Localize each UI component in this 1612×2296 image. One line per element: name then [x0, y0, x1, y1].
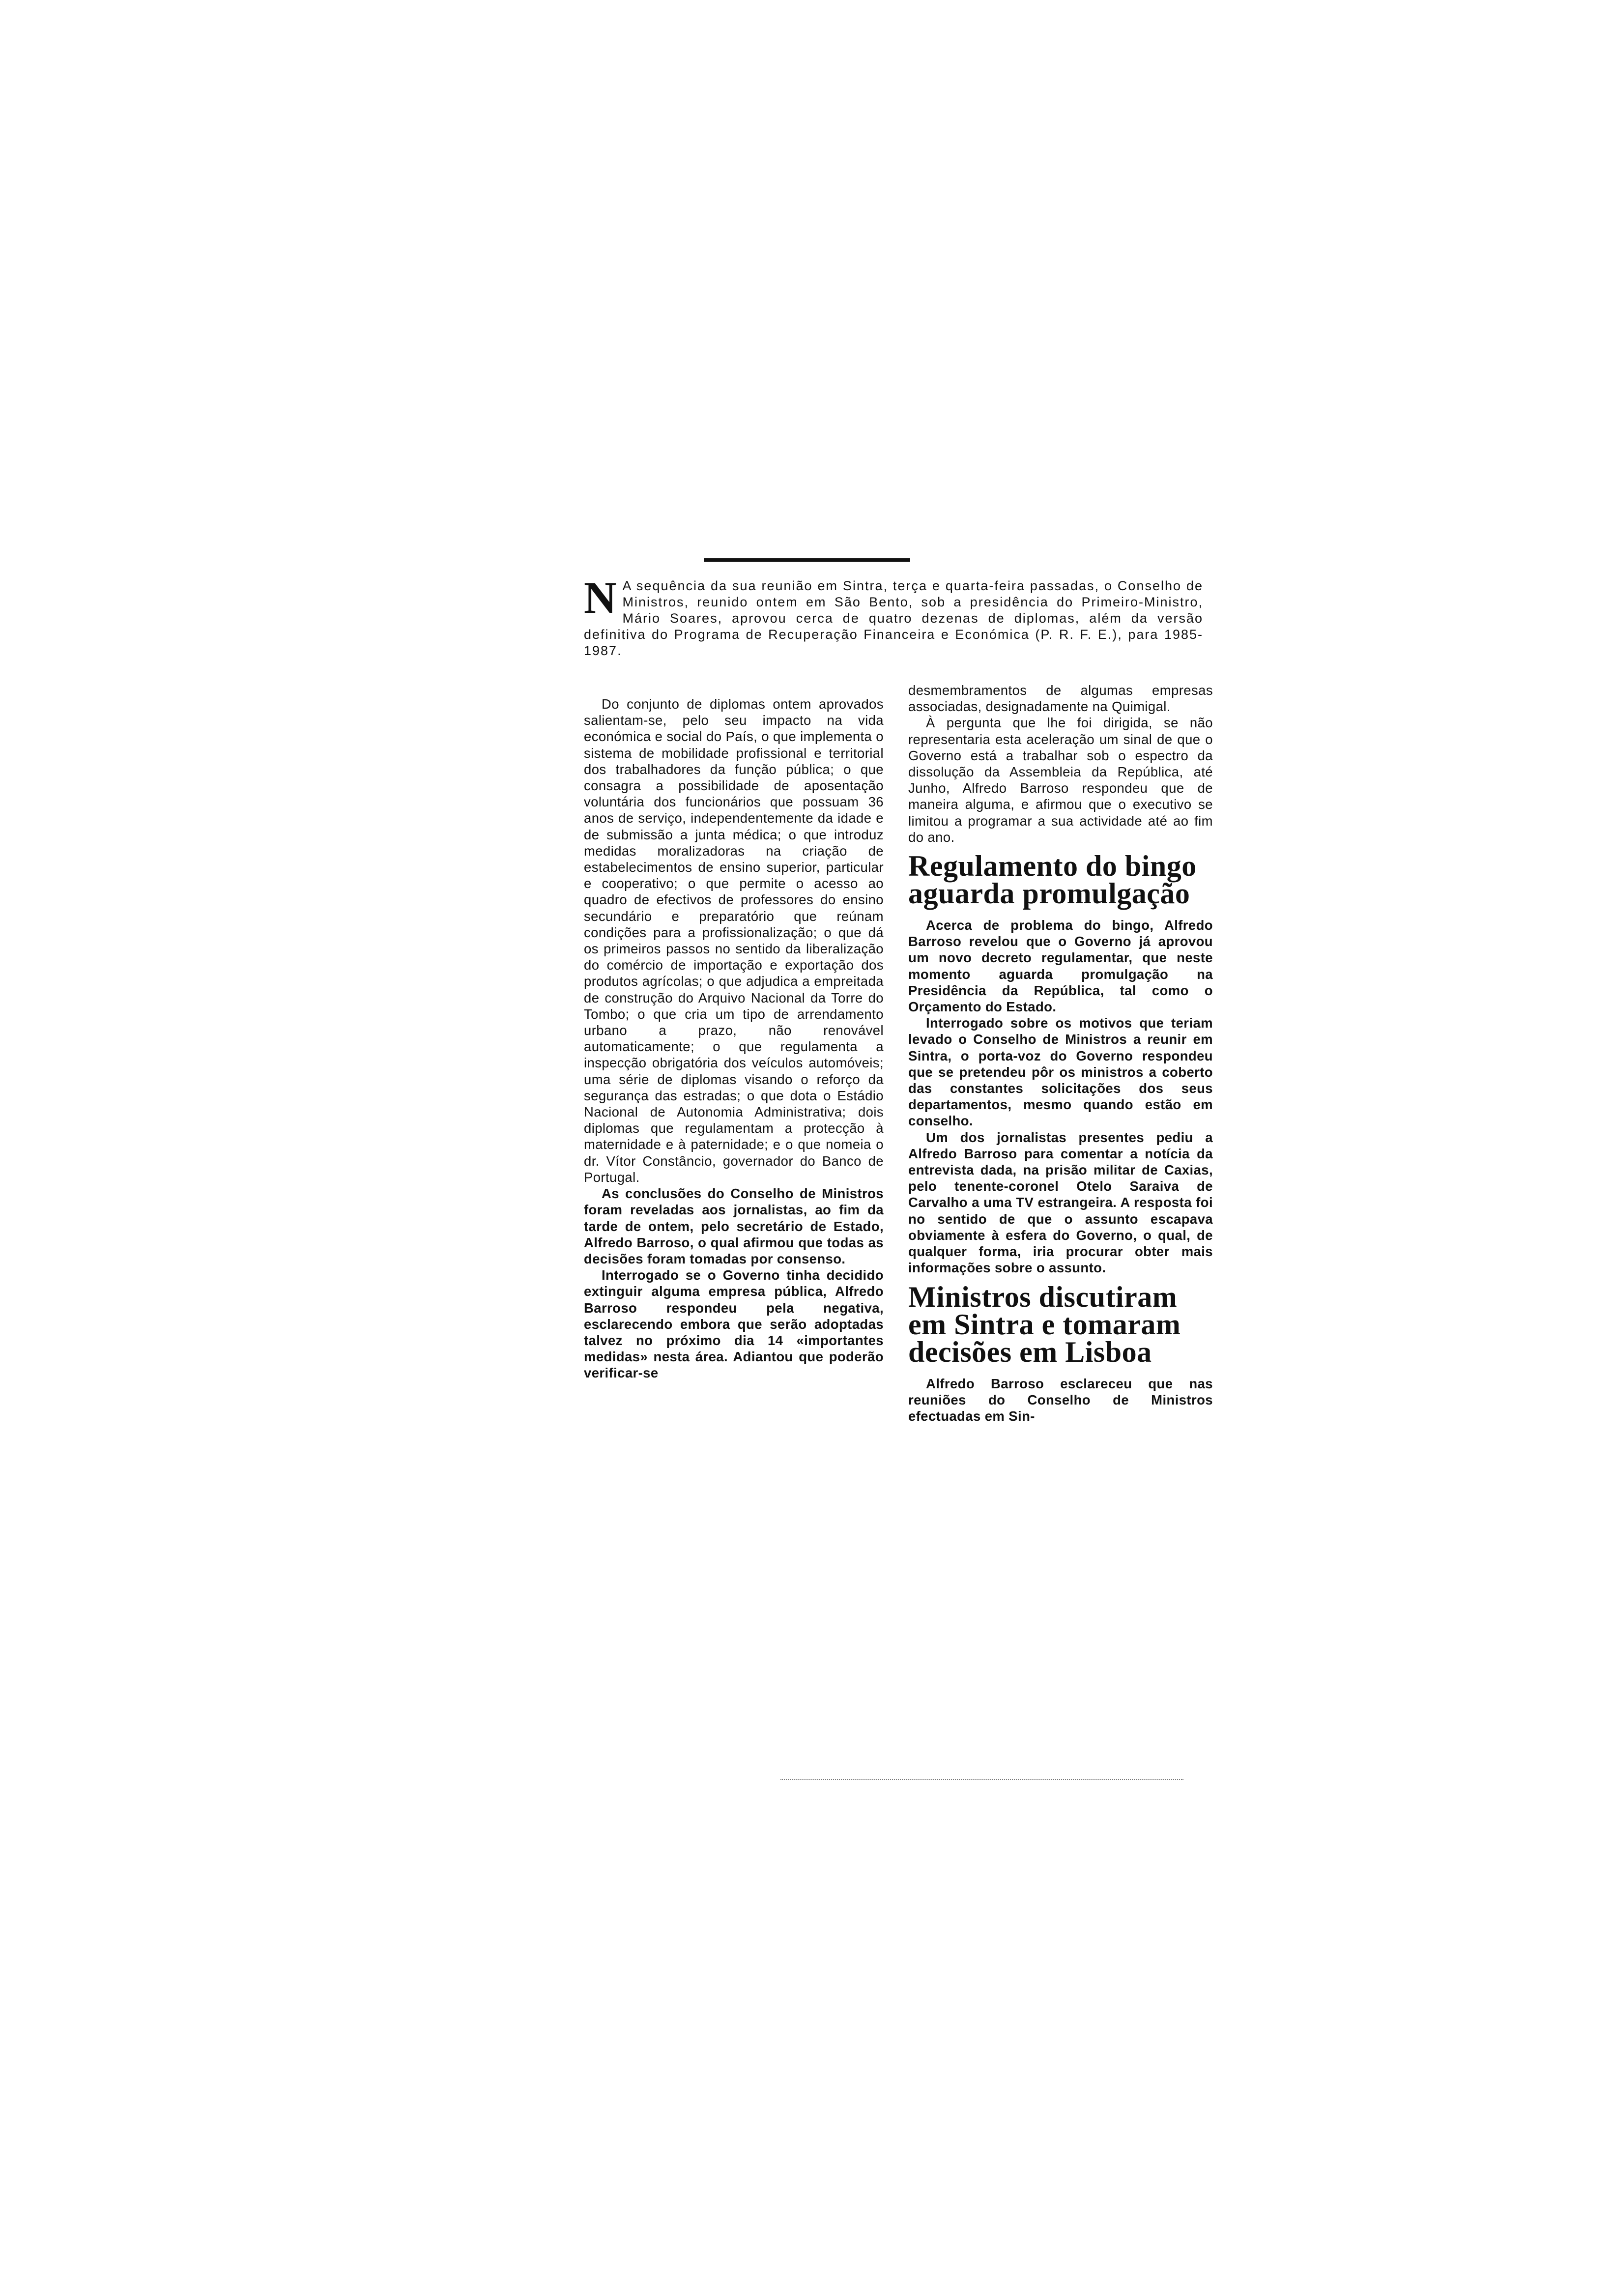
paragraph-conclusions: As conclusões do Conselho de Ministros foram reveladas aos jornalistas, ao fim da tarde de ontem, pelo secretário de Estado, Alfredo Barroso, o qual afirmou que todas as decisões foram tomadas por consenso.	[584, 1186, 884, 1266]
bottom-rule	[780, 1779, 1183, 1780]
paragraph-journalist: Um dos jornalistas presentes pediu a Alfredo Barroso para comentar a notícia da entrevista dada, na prisão militar de Caxias, pelo tenente-coronel Otelo Saraiva de Carvalho a uma TV estrangeira. A resposta foi no sentido de que o assunto escapava obviamente à esfera do Governo, o qual, de qualquer forma, iria procurar obter mais informações sobre o assunto.	[908, 1129, 1213, 1276]
paragraph-question: À pergunta que lhe foi dirigida, se não representaria esta aceleração um sinal de que o Governo está a trabalhar sob o espectro da dissolução da Assembleia da República, até Junho, Alfredo Barroso respondeu que de maneira alguma, e afirmou que o executivo se limitou a programar a sua actividade até ao fim do ano.	[908, 715, 1213, 845]
top-rule	[704, 558, 910, 562]
newspaper-clipping	[574, 558, 1224, 1789]
lead-text: A sequência da sua reunião em Sintra, terça e quarta-feira passadas, o Conselho de Ministros, reunido ontem em São Bento, sob a presidência do Primeiro-Ministro, Mário Soares, aprovou cerca de quatro dezenas de diplomas, além da versão definitiva do Programa de Recuperação Financeira e Económica (P. R. F. E.), para 1985-1987.	[584, 578, 1203, 658]
paragraph-diplomas: Do conjunto de diplomas ontem aprovados salientam-se, pelo seu impacto na vida económica e social do País, o que implementa o sistema de mobilidade profissional e territorial dos trabalhadores da função pública; o que consagra a possibilidade de aposentação voluntária dos funcionários que possuam 36 anos de serviço, independentemente da idade e de submissão a junta médica; o que introduz medidas moralizadoras na criação de estabelecimentos de ensino superior, particular e cooperativo; o que permite o acesso ao quadro de efectivos de professores do ensino secundário e preparatório que reúnam condições para a profissionalização; o que dá os primeiros passos no sentido da liberalização do comércio de importação e exportação dos produtos agrícolas; o que adjudica a empreitada de construção do Arquivo Nacional da Torre do Tombo; o que cria um tipo de arrendamento urbano a prazo, não renovável automaticamente; o que regulamenta a inspecção obrigatória dos veículos automóveis; uma série de diplomas visando o reforço da segurança das estradas; o que dota o Estádio Nacional de Autonomia Administrativa; dois diplomas que regulamentam a protecção à maternidade e à paternidade; e o que nomeia o dr. Vítor Constâncio, governador do Banco de Portugal.	[584, 696, 884, 1185]
paragraph-sintra-motives: Interrogado sobre os motivos que teriam levado o Conselho de Ministros a reunir em Sintra, o porta-voz do Governo respondeu que se pretendeu pôr os ministros a coberto das constantes solicitações dos seus departamentos, mesmo quando estão em conselho.	[908, 1015, 1213, 1129]
subheading-bingo: Regulamento do bingo aguarda promulgação	[908, 850, 1197, 910]
lead-paragraph	[584, 573, 1203, 659]
paragraph-dismemberments: desmembramentos de algumas empresas associadas, designadamente na Quimigal.	[908, 683, 1213, 715]
drop-cap: N	[584, 573, 618, 623]
subheading-ministers: Ministros discutiram em Sintra e tomaram decisões em Lisboa	[908, 1280, 1181, 1368]
paragraph-bingo: Acerca de problema do bingo, Alfredo Barroso revelou que o Governo já aprovou um novo decreto regulamentar, que neste momento aguarda promulgação na Presidência da República, tal como o Orçamento do Estado.	[908, 918, 1213, 1015]
paragraph-meetings: Alfredo Barroso esclareceu que nas reuniões do Conselho de Ministros efectuadas em Sin-	[908, 1376, 1213, 1424]
paragraph-public-company: Interrogado se o Governo tinha decidido extinguir alguma empresa pública, Alfredo Barroso respondeu pela negativa, esclarecendo embora que serão adoptadas talvez no próximo dia 14 «importantes medidas» nesta área. Adiantou que poderão verificar-se	[584, 1267, 884, 1381]
article-column-left	[584, 696, 884, 1381]
article-column-right	[908, 682, 1213, 1424]
